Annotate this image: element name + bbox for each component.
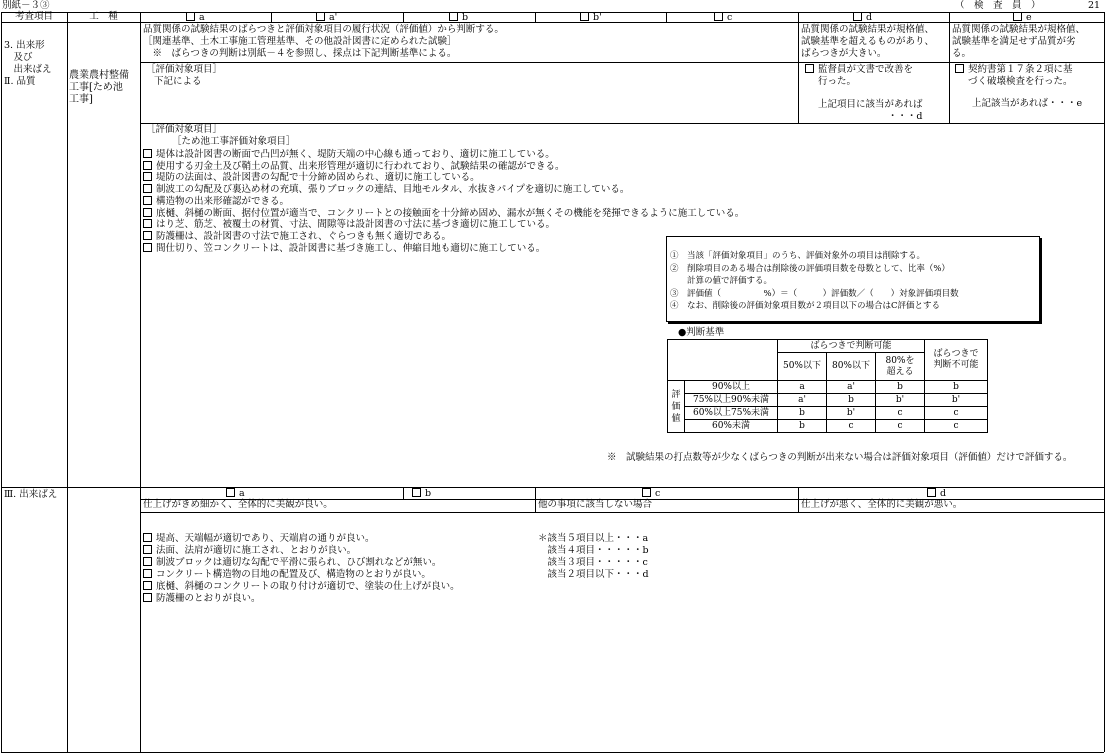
section1-title: 3. 出来形 及び 出来ばえ Ⅱ. 品質 — [4, 40, 52, 87]
appearance-item-checkbox[interactable] — [143, 557, 152, 566]
items-header: ［評価対象項目］ — [146, 124, 223, 135]
page-number: 21 — [1088, 0, 1101, 11]
section2-grade-d-checkbox[interactable] — [927, 488, 936, 497]
judgment-header-80: 80%以下 — [827, 353, 876, 381]
header-item: 考査項目 — [14, 11, 53, 22]
judgment-cell: c — [876, 407, 925, 420]
appearance-item: 法面、法肩が適切に施工され、とおりが良い。 — [143, 545, 460, 557]
judgment-cell: b — [827, 394, 876, 407]
appearance-item-checkbox[interactable] — [143, 545, 152, 554]
section2-grade-d: d — [927, 488, 946, 500]
footnote: ※ 試験結果の打点数等が少なくばらつきの判断が出来ない場合は評価対象項目（評価値）だけで評価する。 — [607, 452, 1073, 463]
grade-c-header: c — [714, 12, 732, 24]
grade-b-header: b — [449, 12, 468, 24]
evaluation-item-checkbox[interactable] — [143, 243, 152, 252]
grade-e-condition: 契約書第１７条２項に基 づく破壊検査を行った。 — [955, 64, 1073, 88]
header-work-type: 工 種 — [89, 11, 118, 22]
doc-code: 別紙－３③ — [2, 0, 50, 11]
grade-a-checkbox[interactable] — [186, 12, 195, 21]
appearance-item: 底樋、斜樋のコンクリートの取り付けが適切で、塗装の仕上げが良い。 — [143, 581, 460, 593]
appearance-item-checkbox[interactable] — [143, 581, 152, 590]
judgment-cell: b' — [876, 394, 925, 407]
evaluation-item: 堤体は設計図書の断面で凸凹が無く、堤防天端の中心線も通っており、適切に施工している。 — [143, 149, 744, 161]
evaluation-item: 防護柵は、設計図書の寸法で施工され、ぐらつきも無く適切である。 — [143, 231, 744, 243]
judgment-cell: a' — [827, 381, 876, 394]
grade-e-checkbox[interactable] — [1013, 12, 1022, 21]
grade-e-header: e — [1013, 12, 1032, 24]
appearance-item: 堤高、天端幅が適切であり、天端肩の通りが良い。 — [143, 533, 460, 545]
grade-d-footer: 上記項目に該当があれば ・・・d — [818, 99, 923, 122]
judgment-row-label-2: 75%以上90%未満 — [685, 394, 778, 407]
judgment-cell: b' — [827, 407, 876, 420]
evaluation-item: 底樋、斜樋の断面、据付位置が適当で、コンクリートとの接触面を十分締め固め、漏水が無くその機能を発揮できるように施工している。 — [143, 208, 744, 220]
section2-title: Ⅲ. 出来ばえ — [4, 489, 58, 500]
appearance-item-list — [143, 533, 460, 605]
appearance-item-checkbox[interactable] — [143, 569, 152, 578]
evaluation-item-checkbox[interactable] — [143, 219, 152, 228]
section1-work-type: 農業農村整備 工事[ため池 工事] — [69, 70, 129, 105]
evaluation-item: はり芝、筋芝、被覆土の材質、寸法、間隙等は設計図書の寸法に基づき適切に施工している。 — [143, 219, 744, 231]
appearance-item: 防護柵のとおりが良い。 — [143, 593, 460, 605]
judgment-group-header: ばらつきで判断可能 — [778, 340, 925, 353]
judgment-row-label-4: 60%未満 — [685, 420, 778, 433]
evaluation-item-checkbox[interactable] — [143, 172, 152, 181]
grade-b-prime-checkbox[interactable] — [580, 12, 589, 21]
evaluation-item-checkbox[interactable] — [143, 161, 152, 170]
evaluation-item-checkbox[interactable] — [143, 184, 152, 193]
appearance-item: コンクリート構造物の目地の配置及び、構造物のとおりが良い。 — [143, 569, 460, 581]
judgment-cell: c — [925, 420, 988, 433]
grade-b-prime-header: b' — [580, 12, 602, 24]
section2-grade-a-checkbox[interactable] — [226, 488, 235, 497]
evaluation-item: 構造物の出来形確認ができる。 — [143, 196, 744, 208]
evaluation-item-checkbox[interactable] — [143, 231, 152, 240]
section2-grade-c-desc: 他の事項に該当しない場合 — [538, 499, 653, 510]
supervisor-improvement-checkbox[interactable] — [805, 64, 814, 73]
evaluation-item-checkbox[interactable] — [143, 196, 152, 205]
evaluation-item: 使用する刃金土及び鞘土の品質、出来形管理が適切に行われており、試験結果の確認ができる。 — [143, 161, 744, 173]
grade-e-description: 品質関係の試験結果が規格値、 試験基準を満足せず品質が劣 る。 — [952, 24, 1086, 59]
judgment-title: ●判断基準 — [678, 327, 725, 338]
grade-b-checkbox[interactable] — [449, 12, 458, 21]
appearance-item: 制波ブロックは適切な勾配で平滑に張られ、ひび割れなどが無い。 — [143, 557, 460, 569]
section2-grade-b: b — [412, 488, 431, 500]
section2-grade-a: a — [226, 488, 245, 500]
judgment-cell: b — [925, 381, 988, 394]
appearance-item-checkbox[interactable] — [143, 593, 152, 602]
grade-d-condition: 監督員が文書で改善を 行った。 — [805, 64, 913, 88]
appearance-item-checkbox[interactable] — [143, 533, 152, 542]
evaluation-item-checkbox[interactable] — [143, 208, 152, 217]
grade-e-footer: 上記該当があれば・・・e — [972, 98, 1083, 109]
section2-grade-b-checkbox[interactable] — [412, 488, 421, 497]
items-subheader: ［ため池工事評価対象項目］ — [172, 136, 296, 147]
judgment-cell: c — [876, 420, 925, 433]
judgment-cell: a' — [778, 394, 827, 407]
grade-d-description: 品質関係の試験結果が規格値、 試験基準を超えるものがあり、 ばらつきが大きい。 — [801, 24, 935, 59]
grade-a-prime-checkbox[interactable] — [316, 12, 325, 21]
judgment-row-label: 評 価 値 — [668, 381, 685, 433]
judgment-header-50: 50%以下 — [778, 353, 827, 381]
judgment-cell: b — [876, 381, 925, 394]
evaluation-item: 制波工の勾配及び裏込め材の充填、張りブロックの連結、目地モルタル、水抜きパイプを適切に施工している。 — [143, 184, 744, 196]
appearance-scoring: ＊該当５項目以上・・・a 該当４項目・・・・・b 該当３項目・・・・・c 該当２項目以下・・・d — [538, 533, 649, 580]
grade-a-header: a — [186, 12, 205, 24]
section2-grade-c: c — [642, 488, 660, 500]
judgment-table — [667, 339, 988, 433]
judgment-cell: c — [827, 420, 876, 433]
evaluation-item: 堤防の法面は、設計図書の勾配で十分締め固められ、適切に施工している。 — [143, 172, 744, 184]
evaluation-item-list — [143, 149, 744, 254]
judgment-cell: b — [778, 407, 827, 420]
section2-grade-a-desc: 仕上げがきめ細かく、全体的に美観が良い。 — [143, 499, 333, 510]
judgment-row-label-1: 90%以上 — [685, 381, 778, 394]
evaluation-item-checkbox[interactable] — [143, 149, 152, 158]
section2-grade-c-checkbox[interactable] — [642, 488, 651, 497]
destructive-test-checkbox[interactable] — [955, 64, 964, 73]
judgment-cell: b' — [925, 394, 988, 407]
quality-description: 品質関係の試験結果のばらつきと評価対象項目の履行状況（評価値）から判断する。 ［関連基準、土木工事施工管理基準、その他設計図書に定められた試験］ ※ ばらつきの判断は別紙－４を参照し、採点は下記判断基準による。 — [143, 24, 504, 59]
grade-d-checkbox[interactable] — [853, 12, 862, 21]
judgment-row-label-3: 60%以上75%未満 — [685, 407, 778, 420]
notes-box: ① 当該「評価対象項目」のうち、評価対象外の項目は削除する。 ② 削除項目のある場合は削除後の評価項目数を母数として、比率（%） 計算の値で評価する。 ③ 評価値（ %）＝（ ）評価数／（ ）対象評価項目数 ④ なお、削除後の評価対象項目数が２項目以下の場合はC評価とする — [666, 236, 1040, 322]
evaluation-item: 間仕切り、笠コンクリートは、設計図書に基づき施工し、伸縮目地も適切に施工している。 — [143, 243, 744, 255]
judgment-header-over80: 80%を 超える — [876, 353, 925, 381]
grade-c-checkbox[interactable] — [714, 12, 723, 21]
judgment-cell: a — [778, 381, 827, 394]
judgment-header-undeterminable: ばらつきで 判断不可能 — [925, 340, 988, 381]
judgment-cell: c — [925, 407, 988, 420]
grade-d-header: d — [853, 12, 872, 24]
grade-a-prime-header: a' — [316, 12, 337, 24]
eval-target-block: ［評価対象項目］ 下記による — [146, 64, 223, 87]
section2-grade-d-desc: 仕上げが悪く、全体的に美観が悪い。 — [801, 499, 963, 510]
judgment-cell: b — [778, 420, 827, 433]
inspector-label: （ 検 査 員 ） — [955, 0, 1041, 11]
